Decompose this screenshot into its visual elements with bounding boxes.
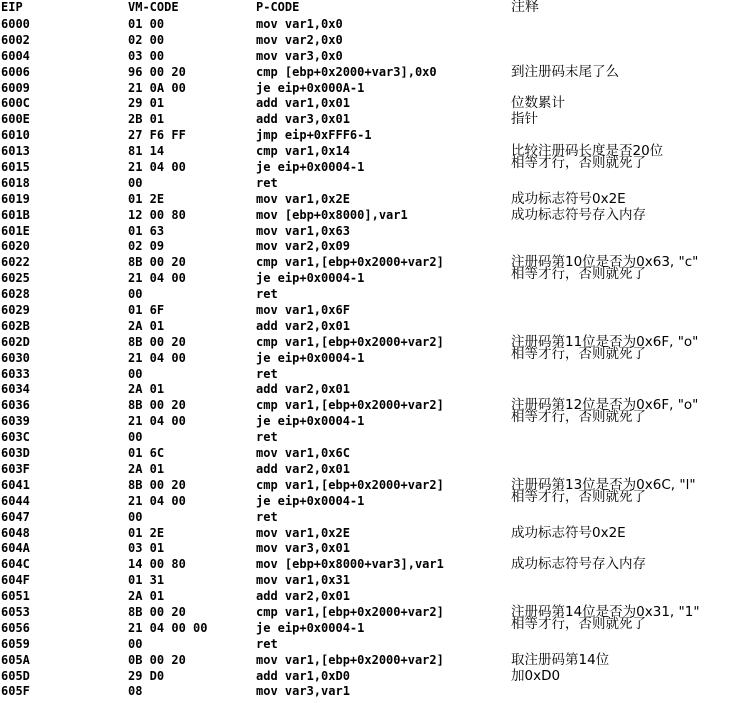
listing-row	[0, 367, 740, 383]
listing-row	[0, 239, 740, 255]
eip-address: 6010	[1, 128, 30, 143]
p-code-instruction: mov var1,0x2E	[256, 525, 350, 540]
eip-address: 6028	[1, 287, 30, 302]
eip-address: 604F	[1, 573, 30, 588]
p-code-instruction: mov var1,0x0	[256, 17, 343, 31]
vm-code-bytes: 2A 01	[128, 382, 165, 397]
listing-row	[0, 112, 740, 128]
listing-row	[0, 462, 740, 478]
listing-row	[0, 96, 740, 112]
vm-code-bytes: 21 04 00	[128, 493, 186, 508]
listing-row	[0, 345, 740, 367]
listing-row	[0, 287, 740, 303]
p-code-instruction: mov var1,[ebp+0x2000+var2]	[256, 652, 444, 667]
vm-code-bytes: 01 00	[128, 17, 165, 31]
p-code-instruction: mov var1,0x6C	[256, 446, 350, 461]
eip-address: 603F	[1, 461, 30, 476]
eip-address: 6033	[1, 366, 30, 381]
vm-code-bytes: 00	[128, 287, 143, 302]
p-code-instruction: je eip+0x000A-1	[256, 80, 365, 95]
eip-address: 603C	[1, 430, 30, 445]
eip-address: 6051	[1, 589, 30, 604]
listing-row	[0, 573, 740, 589]
p-code-instruction: cmp var1,[ebp+0x2000+var2]	[256, 604, 444, 619]
eip-address: 602B	[1, 318, 30, 333]
eip-address: 604A	[1, 541, 30, 556]
vm-code-bytes: 21 0A 00	[128, 80, 186, 95]
p-code-instruction: jmp eip+0xFFF6-1	[256, 128, 372, 143]
listing-row	[0, 49, 740, 65]
listing-row	[0, 33, 740, 49]
vm-code-bytes: 14 00 80	[128, 557, 186, 572]
vm-code-bytes: 02 00	[128, 32, 165, 47]
p-code-instruction: cmp var1,[ebp+0x2000+var2]	[256, 334, 444, 349]
comment-note: 相等才行，否则就死了	[511, 266, 646, 283]
listing-row	[0, 192, 740, 208]
comment-note: 成功标志符号存入内存	[511, 556, 646, 573]
comment-note: 相等才行，否则就死了	[511, 615, 646, 632]
vm-code-bytes: 01 6C	[128, 446, 165, 461]
p-code-instruction: ret	[256, 366, 278, 381]
vm-code-bytes: 96 00 20	[128, 64, 186, 79]
vm-code-bytes: 12 00 80	[128, 207, 186, 222]
eip-address: 602D	[1, 334, 30, 349]
p-code-instruction: mov var3,0x01	[256, 541, 350, 556]
vm-code-bytes: 0B 00 20	[128, 652, 186, 667]
p-code-instruction: mov var2,0x09	[256, 239, 350, 254]
vm-code-bytes: 21 04 00 00	[128, 620, 208, 635]
eip-address: 6039	[1, 414, 30, 429]
p-code-instruction: ret	[256, 636, 278, 651]
vm-code-bytes: 01 31	[128, 573, 165, 588]
p-code-instruction: ret	[256, 287, 278, 302]
listing-row	[0, 684, 740, 700]
vm-code-bytes: 21 04 00	[128, 350, 186, 365]
listing-row	[0, 65, 740, 81]
vm-code-bytes: 8B 00 20	[128, 477, 186, 492]
comment-note: 加0xD0	[511, 667, 561, 684]
p-code-instruction: mov var1,0x6F	[256, 303, 350, 318]
comment-note: 注册码第10位是否为0x63, "c"	[511, 254, 699, 271]
p-code-instruction: add var2,0x01	[256, 318, 350, 333]
vm-code-bytes: 00	[128, 509, 143, 524]
listing-row	[0, 488, 740, 510]
p-code-instruction: add var2,0x01	[256, 461, 350, 476]
eip-address: 6059	[1, 636, 30, 651]
p-code-instruction: cmp var1,[ebp+0x2000+var2]	[256, 477, 444, 492]
p-code-instruction: mov var1,0x63	[256, 223, 350, 238]
listing-row	[0, 224, 740, 240]
vm-code-bytes: 01 63	[128, 223, 165, 238]
eip-address: 600E	[1, 112, 30, 127]
vm-code-bytes: 01 2E	[128, 525, 165, 540]
eip-address: 6019	[1, 191, 30, 206]
eip-address: 605F	[1, 684, 30, 699]
eip-address: 605A	[1, 652, 30, 667]
eip-address: 6002	[1, 32, 30, 47]
comment-note: 相等才行，否则就死了	[511, 155, 646, 172]
p-code-instruction: add var2,0x01	[256, 382, 350, 397]
vm-code-bytes: 03 00	[128, 48, 165, 63]
listing-row	[0, 319, 740, 335]
listing-row	[0, 669, 740, 685]
comment-note: 相等才行，否则就死了	[511, 409, 646, 426]
comment-note: 成功标志符号0x2E	[511, 190, 626, 207]
comment-note: 注册码第11位是否为0x6F, "o"	[511, 333, 699, 350]
eip-column-header: EIP	[1, 0, 23, 14]
comment-note: 注册码第14位是否为0x31, "1"	[511, 603, 700, 620]
p-code-instruction: cmp var1,[ebp+0x2000+var2]	[256, 398, 444, 413]
vm-code-bytes: 00	[128, 175, 143, 190]
vm-code-bytes: 29 01	[128, 96, 165, 111]
note-column-header: 注释	[511, 0, 539, 15]
comment-note: 相等才行，否则就死了	[511, 488, 646, 505]
listing-row	[0, 303, 740, 319]
p-code-instruction: cmp var1,[ebp+0x2000+var2]	[256, 255, 444, 270]
comment-note: 位数累计	[511, 95, 565, 112]
vm-code-bytes: 08	[128, 684, 143, 699]
eip-address: 603D	[1, 446, 30, 461]
vm-code-bytes: 27 F6 FF	[128, 128, 186, 143]
p-code-instruction: je eip+0x0004-1	[256, 271, 365, 286]
eip-address: 6022	[1, 255, 30, 270]
p-code-instruction: ret	[256, 175, 278, 190]
comment-note: 比较注册码长度是否20位	[511, 143, 664, 160]
vm-code-bytes: 2A 01	[128, 589, 165, 604]
p-code-instruction: mov var1,0x31	[256, 573, 350, 588]
p-code-instruction: mov var3,0x0	[256, 48, 343, 63]
p-code-instruction: add var1,0x01	[256, 96, 350, 111]
vm-code-bytes: 21 04 00	[128, 414, 186, 429]
vm-code-bytes: 2A 01	[128, 461, 165, 476]
vm-code-bytes: 00	[128, 366, 143, 381]
eip-address: 601E	[1, 223, 30, 238]
eip-address: 6053	[1, 604, 30, 619]
p-code-instruction: cmp [ebp+0x2000+var3],0x0	[256, 64, 437, 79]
vm-code-bytes: 29 D0	[128, 668, 165, 683]
vm-code-bytes: 21 04 00	[128, 271, 186, 286]
vm-code-bytes: 01 2E	[128, 191, 165, 206]
p-code-column-header: P-CODE	[256, 0, 300, 14]
eip-address: 6030	[1, 350, 30, 365]
eip-address: 600C	[1, 96, 30, 111]
vm-code-column-header: VM-CODE	[128, 0, 179, 14]
p-code-instruction: add var2,0x01	[256, 589, 350, 604]
listing-row	[0, 208, 740, 224]
comment-note: 相等才行，否则就死了	[511, 345, 646, 362]
eip-address: 6004	[1, 48, 30, 63]
listing-row	[0, 409, 740, 430]
vm-code-bytes: 8B 00 20	[128, 604, 186, 619]
listing-row	[0, 589, 740, 605]
comment-note: 成功标志符号存入内存	[511, 206, 646, 223]
comment-note: 注册码第13位是否为0x6C, "l"	[511, 476, 696, 493]
eip-address: 6025	[1, 271, 30, 286]
listing-row	[0, 266, 740, 287]
eip-address: 6036	[1, 398, 30, 413]
eip-address: 6041	[1, 477, 30, 492]
listing-row	[0, 615, 740, 637]
p-code-instruction: je eip+0x0004-1	[256, 160, 365, 175]
comment-note: 指针	[511, 111, 538, 128]
listing-row	[0, 17, 740, 33]
listing-row	[0, 128, 740, 144]
vm-code-bytes: 2B 01	[128, 112, 165, 127]
eip-address: 6006	[1, 64, 30, 79]
eip-address: 6013	[1, 144, 30, 159]
listing-rows	[0, 17, 740, 700]
listing-row	[0, 526, 740, 542]
p-code-instruction: je eip+0x0004-1	[256, 620, 365, 635]
vm-code-bytes: 01 6F	[128, 303, 165, 318]
comment-note: 成功标志符号0x2E	[511, 524, 626, 541]
p-code-instruction: mov [ebp+0x8000],var1	[256, 207, 408, 222]
listing-row	[0, 81, 740, 97]
p-code-instruction: add var3,0x01	[256, 112, 350, 127]
vm-code-bytes: 2A 01	[128, 318, 165, 333]
eip-address: 6034	[1, 382, 30, 397]
p-code-instruction: cmp var1,0x14	[256, 144, 350, 159]
listing-row	[0, 653, 740, 669]
listing-row	[0, 446, 740, 462]
p-code-instruction: je eip+0x0004-1	[256, 350, 365, 365]
p-code-instruction: ret	[256, 509, 278, 524]
eip-address: 6009	[1, 80, 30, 95]
vm-code-bytes: 00	[128, 430, 143, 445]
p-code-instruction: mov var1,0x2E	[256, 191, 350, 206]
listing-row	[0, 430, 740, 446]
eip-address: 605D	[1, 668, 30, 683]
eip-address: 601B	[1, 207, 30, 222]
comment-note: 注册码第12位是否为0x6F, "o"	[511, 397, 699, 414]
p-code-instruction: add var1,0xD0	[256, 668, 350, 683]
eip-address: 6029	[1, 303, 30, 318]
vm-code-bytes: 21 04 00	[128, 160, 186, 175]
eip-address: 6015	[1, 160, 30, 175]
p-code-instruction: je eip+0x0004-1	[256, 493, 365, 508]
eip-address: 6000	[1, 17, 30, 31]
eip-address: 6044	[1, 493, 30, 508]
listing-row	[0, 637, 740, 653]
vm-code-bytes: 8B 00 20	[128, 398, 186, 413]
eip-address: 6047	[1, 509, 30, 524]
listing-row	[0, 176, 740, 192]
comment-note: 到注册码末尾了么	[511, 63, 619, 80]
p-code-instruction: mov [ebp+0x8000+var3],var1	[256, 557, 444, 572]
eip-address: 604C	[1, 557, 30, 572]
eip-address: 6020	[1, 239, 30, 254]
vm-code-bytes: 8B 00 20	[128, 334, 186, 349]
eip-address: 6048	[1, 525, 30, 540]
listing-row	[0, 155, 740, 176]
vm-code-bytes: 00	[128, 636, 143, 651]
eip-address: 6056	[1, 620, 30, 635]
listing-row	[0, 382, 740, 398]
column-header-row	[0, 0, 740, 17]
vm-code-bytes: 03 01	[128, 541, 165, 556]
eip-address: 6018	[1, 175, 30, 190]
listing-row	[0, 557, 740, 573]
vm-code-bytes: 02 09	[128, 239, 165, 254]
listing-row	[0, 541, 740, 557]
p-code-instruction: mov var2,0x0	[256, 32, 343, 47]
listing-row	[0, 510, 740, 526]
p-code-instruction: je eip+0x0004-1	[256, 414, 365, 429]
p-code-instruction: mov var3,var1	[256, 684, 350, 699]
vm-code-bytes: 8B 00 20	[128, 255, 186, 270]
p-code-instruction: ret	[256, 430, 278, 445]
vm-code-bytes: 81 14	[128, 144, 165, 159]
comment-note: 取注册码第14位	[511, 651, 610, 668]
